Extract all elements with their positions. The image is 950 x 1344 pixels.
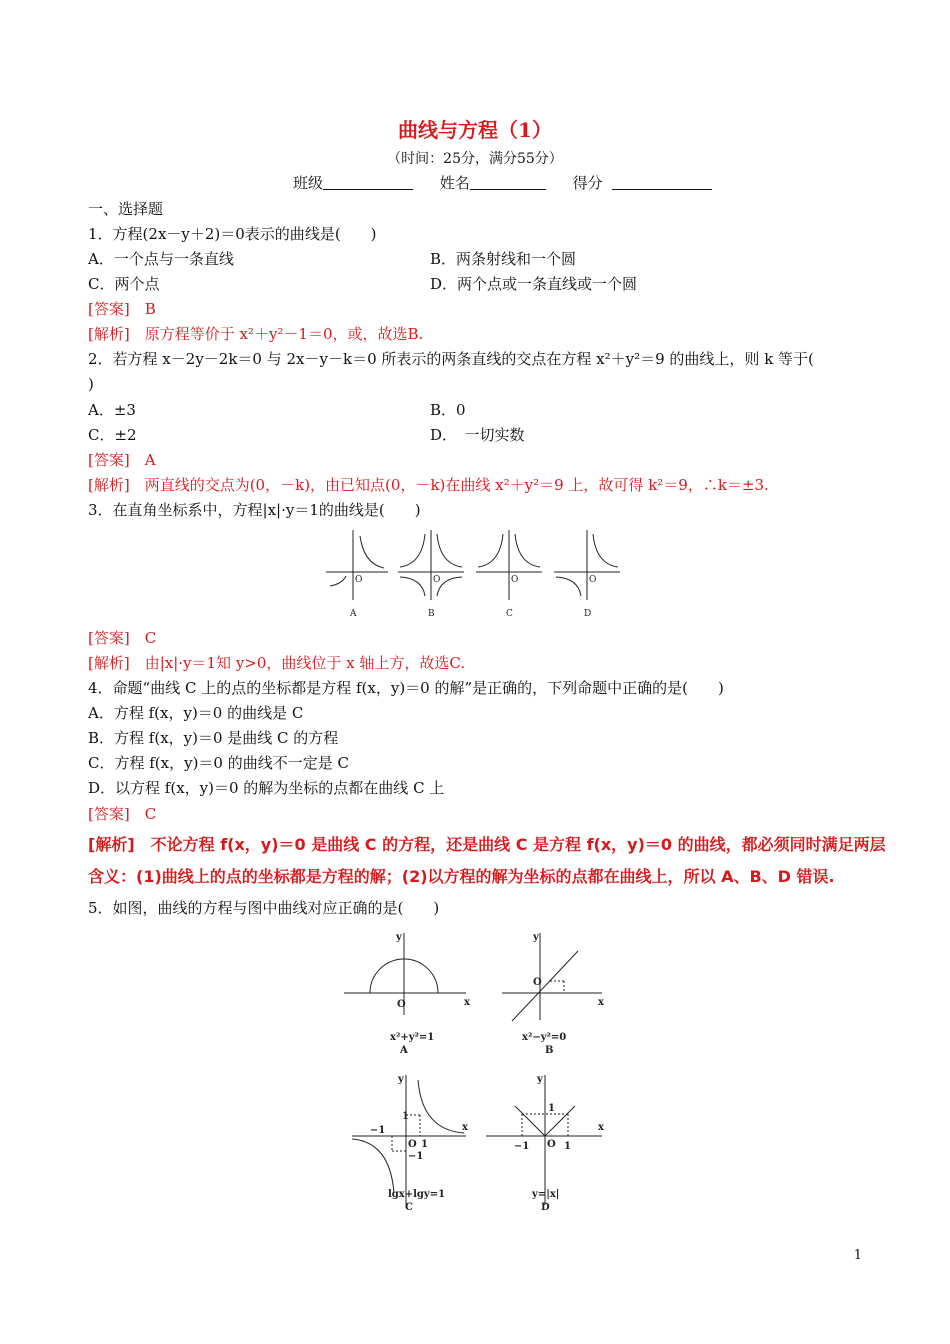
q4-analysis-line1: [解析] 不论方程 f(x，y)＝0 是曲线 C 的方程，还是曲线 C 是方程 f(x，y)＝0 的曲线，都必须同时满足两层 [88,835,886,854]
score-label: 得分 [572,174,603,192]
q1-option-a: A．一个点与一条直线 [88,250,234,268]
q5-c-label: C [405,1202,413,1213]
q5-a-eq: x²+y²=1 [390,1032,435,1043]
name-label: 姓名 [439,174,470,192]
q5-c-tick-x1: 1 [421,1139,428,1150]
q5-c-tick-y1: 1 [402,1111,409,1122]
q4-analysis-line2: 含义：(1)曲线上的点的坐标都是方程的解；(2)以方程的解为坐标的点都在曲线上，所以 A、B、D 错误. [88,867,835,886]
name-blank[interactable] [470,173,546,190]
q5-b-label: B [545,1045,554,1056]
q5-d-eq: y=|x| [532,1189,560,1200]
q3-label-c: C [506,609,513,619]
q2-option-b: B．0 [430,401,466,419]
q5-c-y: y [398,1074,404,1085]
q2-analysis: [解析] 两直线的交点为(0，－k)，由已知点(0，－k)在曲线 x²＋y²＝9 上，故可得 k²＝9，∴k＝±3. [88,476,769,494]
q4-option-b: B．方程 f(x，y)＝0 是曲线 C 的方程 [88,729,339,747]
q5-c-tick-ym1: −1 [408,1151,424,1162]
section-heading: 一、选择题 [88,200,164,218]
q5-b-origin: O [533,977,542,988]
q5-d-tick-xm1: −1 [514,1141,530,1152]
q5-b-x: x [598,997,604,1008]
q3-answer: [答案] C [88,629,157,647]
q5-figure-d [486,1075,602,1205]
score-blank[interactable] [612,173,712,190]
q3-figures [320,522,630,622]
q5-stem: 5．如图，曲线的方程与图中曲线对应正确的是( ) [88,899,440,917]
page-number: 1 [853,1248,862,1263]
q5-figure-b [502,933,602,1021]
q4-stem: 4．命题“曲线 C 上的点的坐标都是方程 f(x，y)＝0 的解”是正确的，下列命题中正确的是( ) [88,679,724,697]
q3-label-d: D [584,609,592,619]
q2-stem-cont: ) [88,375,94,393]
page-title: 曲线与方程（1） [398,118,552,142]
q3-d-origin: O [589,575,597,585]
q5-a-label: A [400,1045,408,1056]
q3-a-origin: O [355,575,363,585]
q3-label-b: B [428,609,435,619]
q5-a-x: x [464,997,470,1008]
header-fields [293,172,734,194]
q1-analysis: [解析] 原方程等价于 x²＋y²－1＝0，或，故选B. [88,325,424,343]
q4-option-d: D．以方程 f(x，y)＝0 的解为坐标的点都在曲线 C 上 [88,779,445,797]
q5-d-origin: O [547,1139,556,1150]
q4-option-a: A．方程 f(x，y)＝0 的曲线是 C [88,704,304,722]
class-label: 班级 [293,174,324,192]
q3-analysis: [解析] 由|x|·y＝1知 y>0，曲线位于 x 轴上方，故选C. [88,654,466,672]
class-blank[interactable] [323,173,413,190]
q5-c-x: x [462,1122,468,1133]
q5-d-label: D [541,1202,550,1213]
q3-figure-b [398,530,464,600]
q1-answer: [答案] B [88,300,156,318]
q5-c-eq: lgx+lgy=1 [388,1189,446,1200]
q3-figure-d [554,530,620,600]
q5-b-y: y [533,932,539,943]
q5-a-origin: O [397,999,406,1010]
q5-d-y: y [537,1074,543,1085]
q3-b-origin: O [433,575,441,585]
q5-c-origin: O [408,1139,417,1150]
q2-option-d: D． 一切实数 [430,426,525,444]
q2-answer: [答案] A [88,451,156,469]
q3-figure-c [476,530,542,600]
q4-option-c: C．方程 f(x，y)＝0 的曲线不一定是 C [88,754,349,772]
q5-c-tick-xm1: −1 [370,1125,386,1136]
q1-option-d: D．两个点或一条直线或一个圆 [430,275,638,293]
q5-d-x: x [598,1122,604,1133]
q5-d-tick-y1: 1 [548,1103,555,1114]
q2-stem: 2．若方程 x－2y－2k＝0 与 2x－y－k＝0 所表示的两条直线的交点在方程 x²＋y²＝9 的曲线上，则 k 等于( [88,350,814,368]
q5-a-y: y [396,932,402,943]
q3-c-origin: O [511,575,519,585]
q5-b-eq: x²−y²=0 [522,1032,567,1043]
q3-stem: 3．在直角坐标系中，方程|x|·y＝1的曲线是( ) [88,501,421,519]
q3-label-a: A [350,609,357,619]
q1-option-b: B．两条射线和一个圆 [430,250,577,268]
q2-option-c: C．±2 [88,426,137,444]
q1-option-c: C．两个点 [88,275,160,293]
q4-answer: [答案] C [88,805,157,823]
q2-option-a: A．±3 [88,401,136,419]
q5-figures [340,925,630,1220]
page-subtitle: （时间：25分，满分55分） [387,151,563,167]
q1-stem: 1．方程(2x－y＋2)＝0表示的曲线是( ) [88,225,377,243]
q3-figure-a [326,530,388,600]
q5-d-tick-x1: 1 [564,1141,571,1152]
